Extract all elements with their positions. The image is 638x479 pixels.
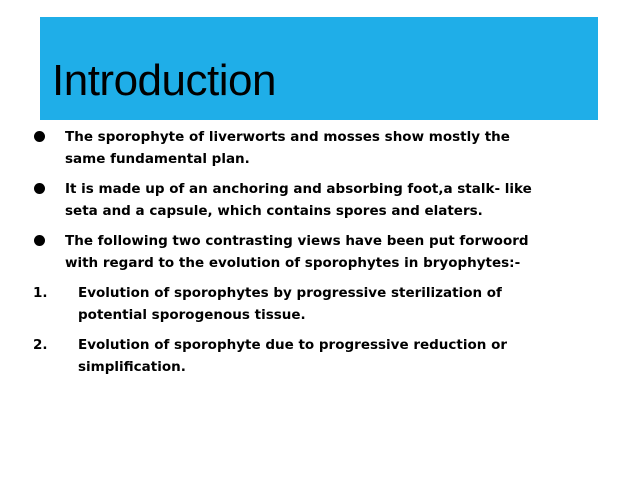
numbered-text-line: Evolution of sporophyte due to progressive reduction or bbox=[78, 337, 508, 353]
bullet-item bbox=[33, 126, 593, 170]
numbered-text-line: Evolution of sporophytes by progressive sterilization of bbox=[78, 285, 502, 301]
bullet-text-line: It is made up of an anchoring and absorbing foot,a stalk- like bbox=[65, 181, 532, 197]
bullet-dot-icon bbox=[34, 235, 45, 246]
bullet-text-line: The sporophyte of liverworts and mosses show mostly the bbox=[65, 129, 510, 145]
bullet-dot-icon bbox=[34, 183, 45, 194]
bullet-item bbox=[33, 230, 593, 274]
bullet-text-line: seta and a capsule, which contains spores and elaters. bbox=[65, 203, 483, 219]
numbered-item bbox=[33, 334, 593, 378]
slide-content bbox=[33, 126, 593, 386]
bullet-text-line: The following two contrasting views have been put forwoord bbox=[65, 233, 529, 249]
item-number: 2. bbox=[33, 337, 48, 353]
numbered-item bbox=[33, 282, 593, 326]
numbered-text-line: potential sporogenous tissue. bbox=[78, 307, 306, 323]
bullet-text-line: with regard to the evolution of sporophytes in bryophytes:- bbox=[65, 255, 521, 271]
numbered-text-line: simplification. bbox=[78, 359, 186, 375]
bullet-item bbox=[33, 178, 593, 222]
item-number: 1. bbox=[33, 285, 48, 301]
bullet-text-line: same fundamental plan. bbox=[65, 151, 250, 167]
title-bar bbox=[40, 17, 598, 120]
slide-title: Introduction bbox=[52, 56, 276, 105]
bullet-dot-icon bbox=[34, 131, 45, 142]
